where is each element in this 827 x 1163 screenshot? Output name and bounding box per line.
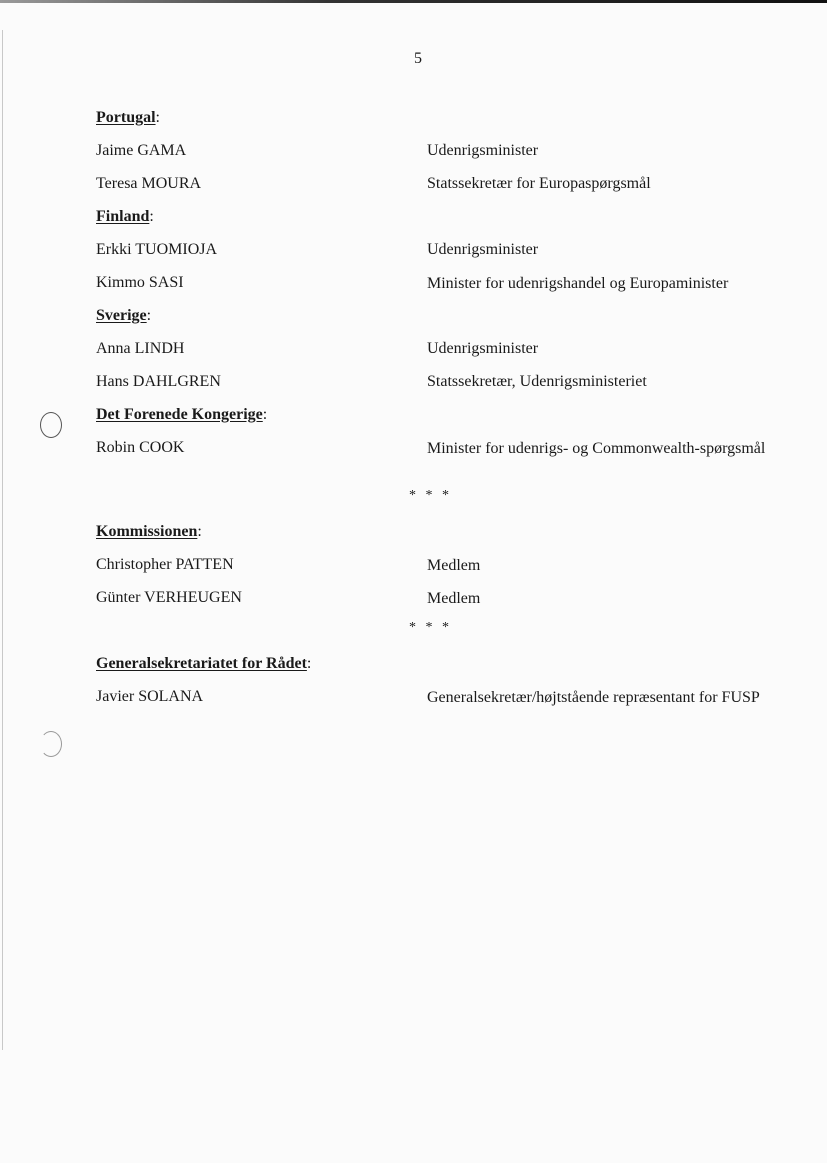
section-heading-generalsekretariatet: Generalsekretariatet for Rådet: [96, 655, 312, 672]
section-heading-finland: Finland: [96, 208, 154, 225]
delegate-title: Statssekretær, Udenrigsministeriet [427, 373, 647, 390]
delegate-title: Minister for udenrigshandel og Europaminister [427, 275, 729, 292]
delegate-name: Erkki TUOMIOJA [96, 241, 218, 258]
delegate-title: Medlem [427, 590, 481, 607]
delegate-name: Robin COOK [96, 439, 185, 456]
delegate-name: Hans DAHLGREN [96, 373, 221, 390]
delegate-name: Christopher PATTEN [96, 556, 234, 573]
delegate-title: Udenrigsminister [427, 340, 539, 357]
section-heading-sverige: Sverige: [96, 307, 152, 324]
delegate-title: Medlem [427, 557, 481, 574]
delegate-name: Teresa MOURA [96, 175, 202, 192]
section-heading-kommissionen: Kommissionen: [96, 523, 202, 540]
punch-hole [40, 731, 62, 757]
delegate-name: Anna LINDH [96, 340, 185, 357]
left-edge [2, 30, 3, 1050]
delegate-title: Statssekretær for Europaspørgsmål [427, 175, 651, 192]
section-separator: * * * [409, 488, 452, 503]
section-heading-uk: Det Forenede Kongerige: [96, 406, 268, 423]
delegate-name: Kimmo SASI [96, 274, 184, 291]
section-separator: * * * [409, 620, 452, 635]
delegate-name: Günter VERHEUGEN [96, 589, 242, 606]
top-rule [0, 0, 827, 3]
delegate-name: Jaime GAMA [96, 142, 187, 159]
delegate-name: Javier SOLANA [96, 688, 204, 705]
delegate-title: Generalsekretær/højtstående repræsentant for FUSP [427, 689, 760, 706]
punch-hole [40, 412, 62, 438]
delegate-title: Udenrigsminister [427, 142, 539, 159]
page-number: 5 [414, 50, 422, 67]
delegate-title: Udenrigsminister [427, 241, 539, 258]
section-heading-portugal: Portugal: [96, 109, 160, 126]
delegate-title: Minister for udenrigs- og Commonwealth-spørgsmål [427, 440, 766, 457]
